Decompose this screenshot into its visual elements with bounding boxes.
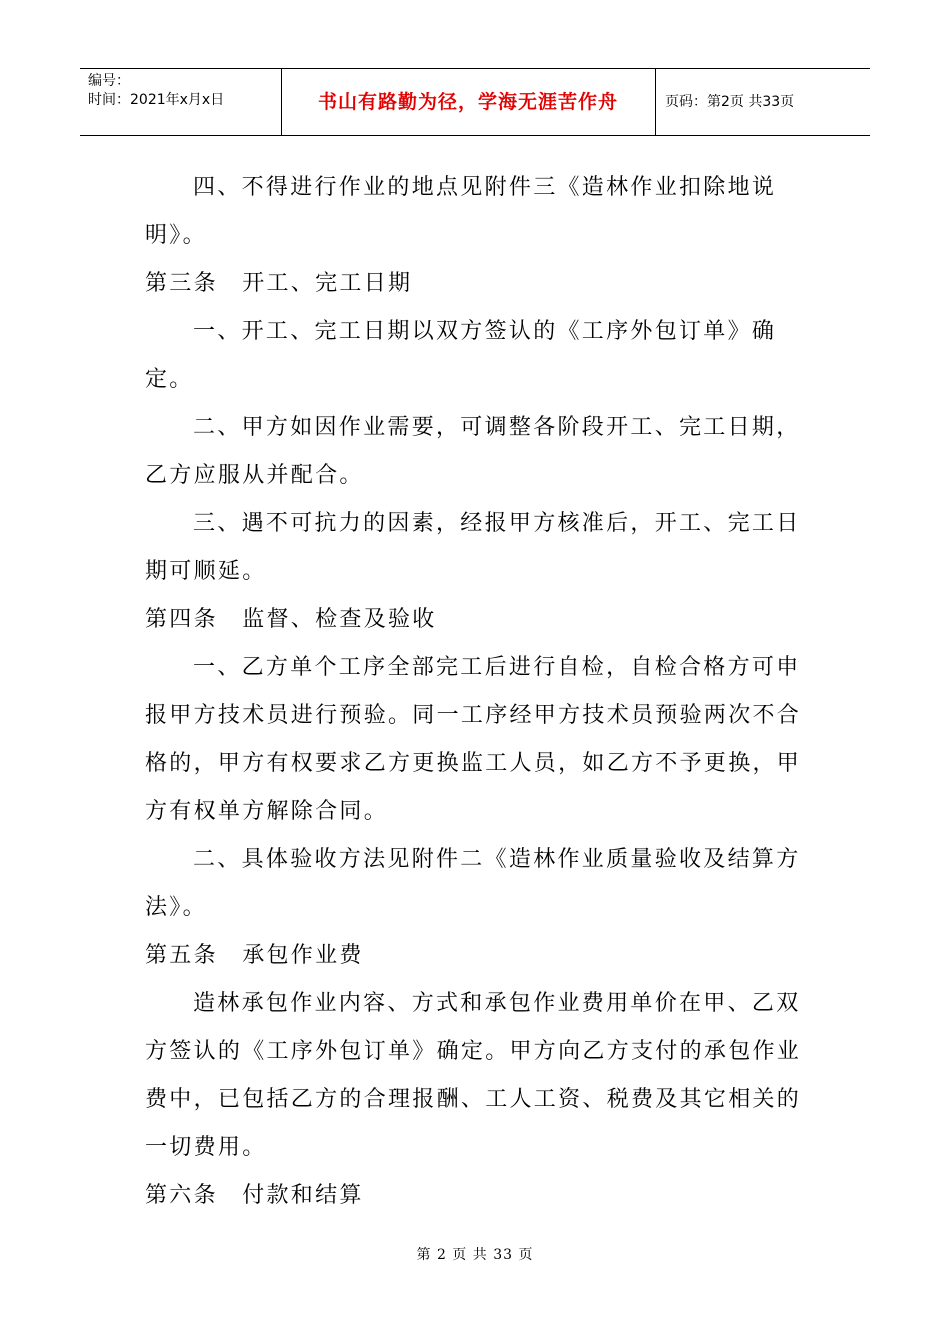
paragraph: 二、甲方如因作业需要，可调整各阶段开工、完工日期，乙方应服从并配合。 [145, 415, 801, 488]
paragraph: 二、具体验收方法见附件二《造林作业质量验收及结算方法》。 [145, 847, 801, 920]
document-body [145, 164, 805, 1220]
header-page-info: 页码：第2页 共33页 [665, 94, 795, 110]
paragraph: 三、遇不可抗力的因素，经报甲方核准后，开工、完工日期可顺延。 [145, 511, 801, 584]
page-footer: 第 2 页 共 33 页 [416, 1247, 534, 1263]
article-heading: 第四条 监督、检查及验收 [145, 607, 437, 632]
paragraph: 一、乙方单个工序全部完工后进行自检，自检合格方可申报甲方技术员进行预验。同一工序经甲方技术员预验两次不合格的，甲方有权要求乙方更换监工人员，如乙方不予更换，甲方有权单方解除合同。 [145, 655, 802, 824]
header-motto: 书山有路勤为径，学海无涯苦作舟 [317, 91, 618, 113]
document-number-label: 编号： [88, 73, 130, 89]
header-divider [655, 69, 656, 135]
header-meta [88, 72, 224, 110]
article-heading: 第五条 承包作业费 [145, 943, 364, 968]
header-divider [281, 69, 282, 135]
paragraph: 四、不得进行作业的地点见附件三《造林作业扣除地说明》。 [145, 175, 777, 248]
article-heading: 第六条 付款和结算 [145, 1183, 364, 1208]
document-time-label: 时间：2021年x月x日 [88, 92, 225, 108]
page-header [80, 68, 870, 136]
article-heading: 第三条 开工、完工日期 [145, 271, 413, 296]
paragraph: 造林承包作业内容、方式和承包作业费用单价在甲、乙双方签认的《工序外包订单》确定。甲方向乙方支付的承包作业费中，已包括乙方的合理报酬、工人工资、税费及其它相关的一切费用。 [145, 991, 802, 1160]
paragraph: 一、开工、完工日期以双方签认的《工序外包订单》确定。 [145, 319, 777, 392]
